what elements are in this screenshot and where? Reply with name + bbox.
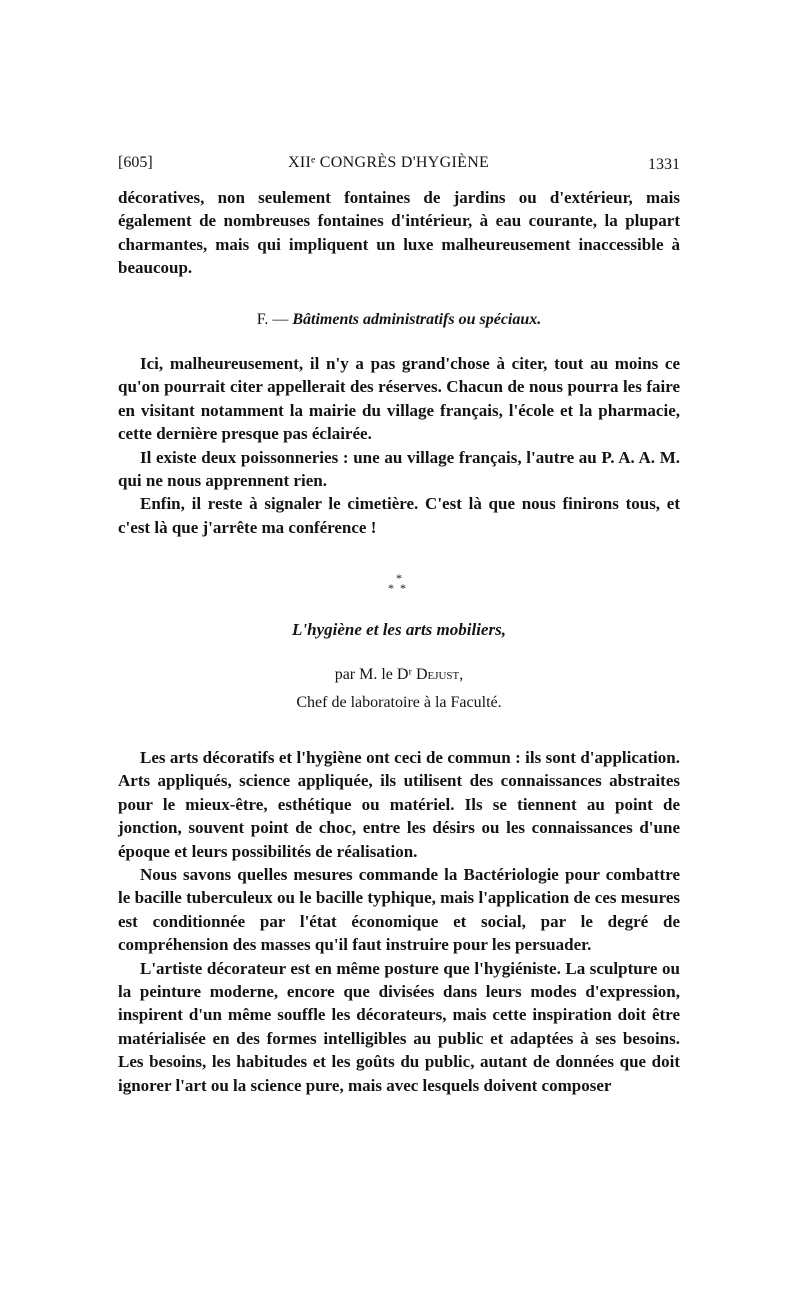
separator-asterism: * * *: [388, 571, 406, 595]
running-header: [118, 154, 680, 178]
author-affiliation: Chef de laboratoire à la Faculté.: [296, 694, 502, 711]
paragraph: Il existe deux poissonneries : une au village français, l'autre au P. A. A. M. qui ne nous apprennent rien.: [118, 447, 680, 491]
author-name: Dejust,: [415, 666, 464, 683]
paragraph: L'artiste décorateur est en même posture que l'hygiéniste. La sculpture ou la peinture moderne, encore que divisées dans leurs modes d'expression, inspirent d'un même souffle les décorateurs, mais cette inspiration doit être matérialisée en des formes intelligibles au public et adaptées à ses besoins. Les besoins, les habitudes et les goûts du public, autant de données que doit ignorer l'art ou la science pure, mais avec lesquels doivent composer: [118, 958, 680, 1095]
header-title: XIIᵉ CONGRÈS D'HYGIÈNE: [288, 154, 490, 171]
article-title: L'hygiène et les arts mobiliers,: [292, 620, 506, 639]
paragraph-top: [118, 186, 680, 280]
paragraph: Enfin, il reste à signaler le cimetière. C'est là que nous finirons tous, et c'est là que j'arrête ma conférence !: [118, 494, 680, 537]
author-prefix: par M. le Dʳ: [334, 666, 416, 683]
page-number: 1331: [648, 156, 680, 173]
section-title: Bâtiments administratifs ou spéciaux.: [292, 311, 542, 328]
header-page-ref: [605]: [118, 154, 153, 171]
article-body: [118, 746, 680, 1097]
section-prefix: F. —: [256, 311, 293, 328]
paragraph: Les arts décoratifs et l'hygiène ont ceci de commun : ils sont d'application. Arts appliqués, science appliquée, ils utilisent des connaissances abstraites pour le mieux-être, esthétique ou matériel. Ils se tiennent au point de jonction, souvent point de choc, entre les désirs ou les connaissances d'une époque et leurs possibilités de réalisation.: [118, 748, 680, 861]
article-author: [118, 666, 680, 684]
paragraph: Nous savons quelles mesures commande la Bactériologie pour combattre le bacille tuberculeux ou le bacille typhique, mais l'application de ces mesures est conditionnée par l'état économique et social, par le degré de compréhension des masses qu'il faut instruire pour les persuader.: [118, 865, 680, 955]
paragraph: Ici, malheureusement, il n'y a pas grand'chose à citer, tout au moins ce qu'on pourrait citer appellerait des réserves. Chacun de nous pourra les faire en visitant notamment la mairie du village français, l'école et la pharmacie, cette dernière presque pas éclairée.: [118, 354, 680, 444]
section-heading-f: [118, 311, 680, 329]
section-f-body: [118, 352, 680, 539]
paragraph-text: décoratives, non seulement fontaines de jardins ou d'extérieur, mais également de nombreuses fontaines d'intérieur, à eau courante, la plupart charmantes, mais qui impliquent un luxe malheureusement inaccessible à beaucoup.: [118, 188, 680, 278]
